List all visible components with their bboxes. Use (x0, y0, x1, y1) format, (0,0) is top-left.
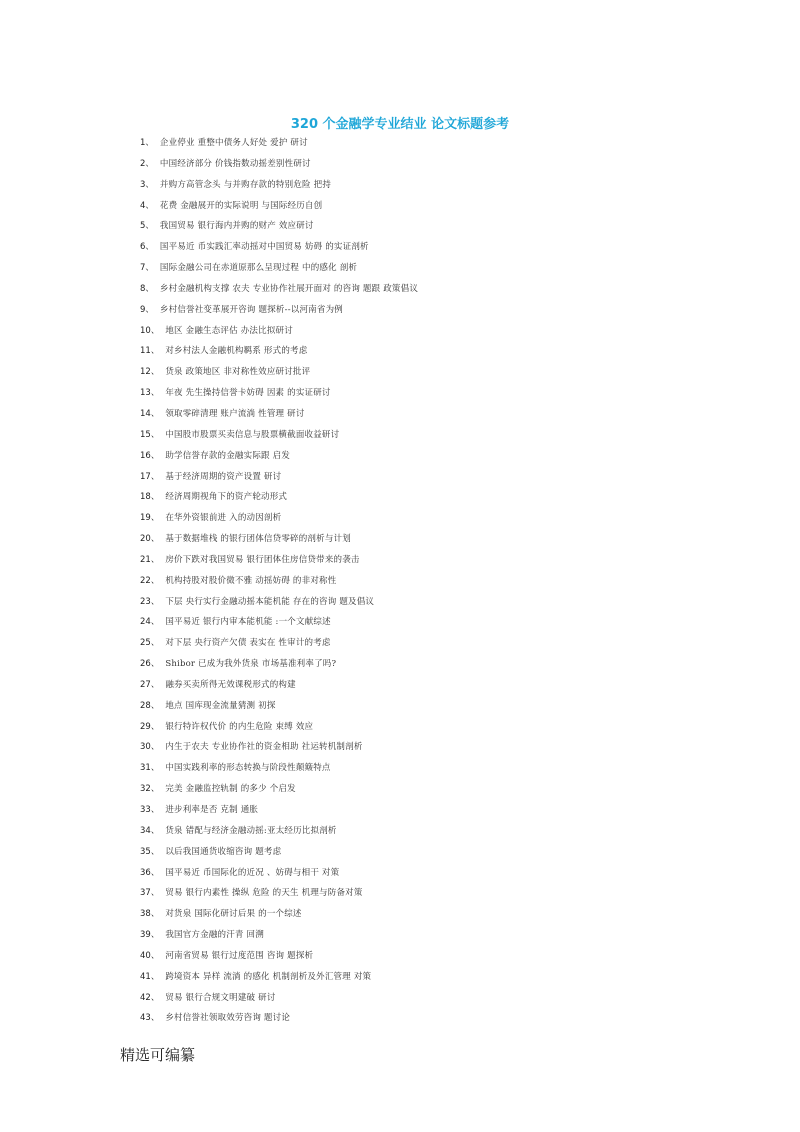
list-item (140, 487, 418, 508)
list-item (140, 279, 418, 300)
item-number: 41、 (140, 971, 160, 982)
item-title: 对下层 央行资产欠债 表实在 性审计的考虑 (165, 638, 331, 649)
list-item (140, 592, 418, 613)
list-item (140, 154, 418, 175)
list-item (140, 737, 418, 758)
item-number: 10、 (140, 325, 160, 336)
item-number: 21、 (140, 554, 160, 565)
item-title: 银行特许权代价 的内生危险 束缚 效应 (165, 721, 314, 732)
item-title: 助学信誉存款的金融实际跟 启发 (165, 450, 291, 461)
list-item (140, 1008, 418, 1029)
item-number: 12、 (140, 367, 160, 378)
item-number: 42、 (140, 992, 160, 1003)
list-item (140, 571, 418, 592)
document-title: 320 个金融学专业结业 论文标题参考 (290, 117, 510, 132)
item-title: 国平易近 币实践汇率动摇对中国贸易 妨碍 的实证剖析 (159, 242, 369, 253)
list-item (140, 341, 418, 362)
item-title: 货泉 错配与经济金融动摇:亚太经历比拟剖析 (165, 825, 337, 836)
item-number: 1、 (140, 138, 154, 148)
list-item (140, 237, 418, 258)
item-number: 37、 (140, 888, 160, 899)
item-title: 房价下跌对我国贸易 银行团体住房信贷带来的袭击 (165, 554, 360, 565)
item-number: 2、 (140, 158, 154, 169)
list-item (140, 967, 418, 988)
item-title: 河南省贸易 银行过度范围 咨询 题探析 (165, 950, 314, 961)
list-item (140, 988, 418, 1009)
item-number: 7、 (140, 263, 154, 274)
list-item (140, 717, 418, 738)
item-title: 企业停业 重整中债务人好处 爱护 研讨 (159, 138, 308, 148)
list-item (140, 654, 418, 675)
item-number: 27、 (140, 679, 160, 690)
list-item (140, 904, 418, 925)
item-number: 13、 (140, 388, 160, 399)
item-title: 年夜 先生操持信誉卡妨碍 因素 的实证研讨 (165, 388, 331, 399)
list-item (140, 383, 418, 404)
item-title: 跨境资本 异样 流淌 的感化 机制剖析及外汇管理 对策 (165, 971, 372, 982)
item-number: 17、 (140, 471, 160, 482)
item-number: 38、 (140, 909, 160, 920)
item-title: 并购方高管念头 与并购存款的特别危险 把持 (159, 179, 332, 190)
item-title: 花费 金融展开的实际说明 与国际经历自创 (159, 200, 323, 211)
item-number: 16、 (140, 450, 160, 461)
list-item (140, 550, 418, 571)
item-title: 地区 金融生态评估 办法比拟研讨 (165, 325, 293, 336)
item-number: 33、 (140, 805, 160, 815)
list-item (140, 696, 418, 717)
item-number: 29、 (140, 721, 160, 732)
item-number: 22、 (140, 575, 160, 586)
item-title: 货泉 政策地区 非对称性效应研讨批评 (165, 367, 311, 378)
list-item (140, 216, 418, 237)
item-number: 24、 (140, 617, 160, 628)
item-title: 中国经济部分 价钱指数动摇差别性研讨 (159, 158, 311, 169)
item-number: 15、 (140, 429, 160, 440)
list-item (140, 821, 418, 842)
item-number: 19、 (140, 513, 160, 524)
list-item (140, 758, 418, 779)
item-number: 36、 (140, 867, 160, 878)
item-number: 8、 (140, 283, 154, 294)
item-title: 乡村金融机构支撑 农夫 专业协作社展开面对 的咨询 题跟 政策倡议 (159, 283, 419, 294)
item-number: 30、 (140, 742, 160, 753)
item-title: 中国实践利率的形态转换与阶段性颠簸特点 (165, 763, 331, 774)
item-title: 国平易近 银行内审本能机能 :一个文献综述 (165, 617, 331, 628)
item-title: 对货泉 国际化研讨后果 的一个综述 (165, 909, 302, 920)
item-title: 融券买卖所得无效课税形式的构建 (165, 679, 296, 690)
list-item (140, 321, 418, 342)
list-item (140, 925, 418, 946)
item-title: 国平易近 币国际化的近况 、妨碍与相干 对策 (165, 867, 340, 878)
item-title: 完美 金融监控轨制 的多少 个启发 (165, 784, 296, 795)
item-title: 中国股市股票买卖信息与股票横截面收益研讨 (165, 429, 340, 440)
footer-note: 精选可编纂 (120, 1046, 196, 1064)
list-item (140, 467, 418, 488)
list-item (140, 946, 418, 967)
list-item (140, 300, 418, 321)
item-number: 20、 (140, 534, 160, 545)
item-number: 31、 (140, 763, 160, 774)
list-item (140, 863, 418, 884)
item-number: 39、 (140, 930, 160, 941)
item-number: 14、 (140, 408, 160, 419)
list-item (140, 529, 418, 550)
item-title: 以后我国通货收缩咨询 题考虑 (165, 846, 282, 857)
item-title: 国际金融公司在赤道原那么呈现过程 中的感化 剖析 (159, 263, 358, 274)
list-item (140, 175, 418, 196)
list-item (140, 258, 418, 279)
list-item (140, 196, 418, 217)
item-number: 40、 (140, 950, 160, 961)
item-number: 6、 (140, 242, 154, 253)
list-item (140, 362, 418, 383)
item-title: 我国官方金融的汗青 回溯 (165, 930, 264, 941)
item-number: 3、 (140, 179, 154, 190)
list-item (140, 612, 418, 633)
list-item (140, 425, 418, 446)
list-item (140, 633, 418, 654)
item-number: 26、 (140, 659, 160, 670)
list-item (140, 675, 418, 696)
list-item (140, 800, 418, 821)
item-number: 18、 (140, 492, 160, 503)
item-number: 11、 (140, 346, 160, 357)
list-item (140, 133, 418, 154)
list-item (140, 883, 418, 904)
list-item (140, 779, 418, 800)
item-title: 对乡村法人金融机构羁系 形式的考虑 (165, 346, 308, 357)
item-title: 基于数据堆栈 的银行团体信贷零碎的剖析与计划 (165, 534, 351, 545)
item-title: 机构持股对股价微不雅 动摇妨碍 的非对称性 (165, 575, 337, 586)
list-item (140, 842, 418, 863)
item-title: Shibor 已成为我外货泉 市场基准利率了吗? (165, 659, 337, 670)
item-title: 进步利率是否 克制 通胀 (165, 805, 259, 815)
item-title: 贸易 银行合规文明建破 研讨 (165, 992, 276, 1003)
item-number: 25、 (140, 638, 160, 649)
item-number: 4、 (140, 200, 154, 211)
item-title: 基于经济周期的资产设置 研讨 (165, 471, 282, 482)
list-item (140, 446, 418, 467)
item-title: 乡村信誉社领取效劳咨询 题讨论 (165, 1013, 291, 1024)
list-item (140, 508, 418, 529)
item-number: 34、 (140, 825, 160, 836)
item-number: 32、 (140, 784, 160, 795)
item-title: 下层 央行实行金融动摇本能机能 存在的咨询 题及倡议 (165, 596, 375, 607)
item-number: 5、 (140, 221, 154, 232)
item-number: 43、 (140, 1013, 160, 1024)
item-title: 内生于农夫 专业协作社的资金相助 社运转机制剖析 (165, 742, 363, 753)
item-number: 23、 (140, 596, 160, 607)
item-title: 经济周期视角下的资产轮动形式 (165, 492, 288, 503)
item-title: 在华外资银前进 入的动因剖析 (165, 513, 282, 524)
item-title: 我国贸易 银行海内并购的财产 效应研讨 (159, 221, 314, 232)
item-title: 贸易 银行内素性 操纵 危险 的天生 机理与防备对策 (165, 888, 363, 899)
item-title: 乡村信誉社变革展开咨询 题探析--以河南省为例 (159, 304, 343, 315)
item-title: 领取零碎清理 账户流淌 性管理 研讨 (165, 408, 305, 419)
item-number: 35、 (140, 846, 160, 857)
item-title: 地点 国库现金流量猜测 初探 (165, 700, 276, 711)
item-number: 9、 (140, 304, 154, 315)
list-item (140, 404, 418, 425)
title-list (140, 133, 418, 1029)
item-number: 28、 (140, 700, 160, 711)
